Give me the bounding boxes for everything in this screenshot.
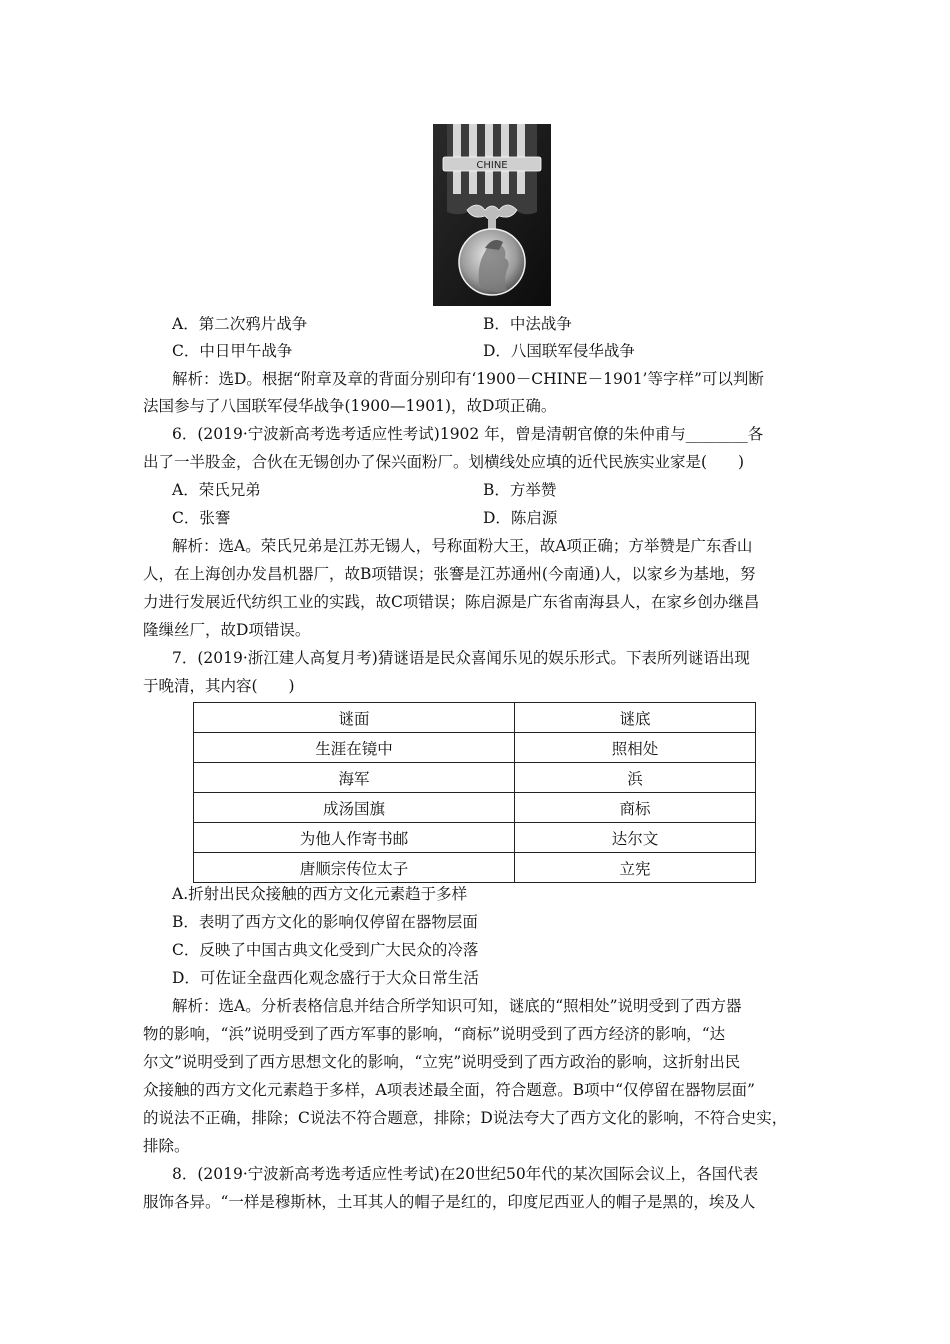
q8-stem-line: 服饰各异。“一样是穆斯林，土耳其人的帽子是红的，印度尼西亚人的帽子是黑的，埃及人 [143, 1193, 756, 1211]
riddle-table [193, 702, 756, 883]
q7-option-d: D．可佐证全盘西化观念盛行于大众日常生活 [172, 969, 479, 987]
q6-stem-line: 出了一半股金，合伙在无锡创办了保兴面粉厂。划横线处应填的近代民族实业家是( ) [143, 453, 745, 471]
q5-option-b: B．中法战争 [483, 315, 572, 333]
q7-analysis-line: 排除。 [143, 1137, 190, 1155]
q5-option-c: C．中日甲午战争 [172, 342, 293, 360]
table-row [194, 823, 756, 853]
q6-option-d: D．陈启源 [483, 509, 558, 527]
q7-option-c: C．反映了中国古典文化受到广大民众的冷落 [172, 941, 479, 959]
table-header: 谜底 [515, 703, 756, 733]
q7-option-b: B．表明了西方文化的影响仅停留在器物层面 [172, 913, 478, 931]
q7-analysis-line: 解析：选A。分析表格信息并结合所学知识可知，谜底的“照相处”说明受到了西方器 [172, 997, 742, 1015]
table-cell: 达尔文 [515, 823, 756, 853]
table-row [194, 853, 756, 883]
q5-analysis-line: 解析：选D。根据“附章及章的背面分别印有‘1900－CHINE－1901’等字样”可以判断 [172, 370, 764, 388]
q8-stem-line: 8．(2019·宁波新高考选考适应性考试)在20世纪50年代的某次国际会议上，各国代表 [172, 1165, 759, 1183]
q6-analysis-line: 人，在上海创办发昌机器厂，故B项错误；张謇是江苏通州(今南通)人，以家乡为基地，努 [143, 565, 756, 583]
q7-analysis-line: 众接触的西方文化元素趋于多样，A项表述最全面，符合题意。B项中“仅停留在器物层面” [143, 1081, 755, 1099]
q6-option-b: B．方举赞 [483, 481, 557, 499]
q5-option-a: A．第二次鸦片战争 [172, 315, 308, 333]
q5-analysis-line: 法国参与了八国联军侵华战争(1900—1901)，故D项正确。 [143, 397, 557, 415]
q6-option-a: A．荣氏兄弟 [172, 481, 261, 499]
q7-stem-line: 7．(2019·浙江建人高复月考)猜谜语是民众喜闻乐见的娱乐形式。下表所列谜语出现 [172, 649, 750, 667]
q6-option-c: C．张謇 [172, 509, 231, 527]
table-row [194, 733, 756, 763]
table-cell: 立宪 [515, 853, 756, 883]
table-cell: 商标 [515, 793, 756, 823]
q6-analysis-line: 隆缫丝厂，故D项错误。 [143, 621, 311, 639]
q7-analysis-line: 物的影响，“浜”说明受到了西方军事的影响，“商标”说明受到了西方经济的影响，“达 [143, 1025, 726, 1043]
table-header: 谜面 [194, 703, 515, 733]
table-row [194, 793, 756, 823]
q6-stem-line: 6．(2019·宁波新高考选考适应性考试)1902 年，曾是清朝官僚的朱仲甫与________各 [172, 425, 764, 443]
table-row [194, 763, 756, 793]
q6-analysis-line: 力进行发展近代纺织工业的实践，故C项错误；陈启源是广东省南海县人，在家乡创办继昌 [143, 593, 760, 611]
table-cell: 唐顺宗传位太子 [194, 853, 515, 883]
medal-image [433, 124, 551, 306]
q5-option-d: D．八国联军侵华战争 [483, 342, 635, 360]
q7-option-a: A.折射出民众接触的西方文化元素趋于多样 [172, 885, 468, 903]
table-cell: 海军 [194, 763, 515, 793]
table-cell: 浜 [515, 763, 756, 793]
q6-analysis-line: 解析：选A。荣氏兄弟是江苏无锡人，号称面粉大王，故A项正确；方举赞是广东香山 [172, 537, 753, 555]
table-header-row [194, 703, 756, 733]
q7-analysis-line: 的说法不正确，排除；C说法不符合题意，排除；D说法夸大了西方文化的影响，不符合史实， [143, 1109, 788, 1127]
table-cell: 为他人作寄书邮 [194, 823, 515, 853]
q7-analysis-line: 尔文”说明受到了西方思想文化的影响，“立宪”说明受到了西方政治的影响，这折射出民 [143, 1053, 741, 1071]
table-cell: 照相处 [515, 733, 756, 763]
medal-inscription: CHINE [476, 160, 508, 171]
table-cell: 生涯在镜中 [194, 733, 515, 763]
q7-stem-line: 于晚清，其内容( ) [143, 677, 295, 695]
table-cell: 成汤国旗 [194, 793, 515, 823]
